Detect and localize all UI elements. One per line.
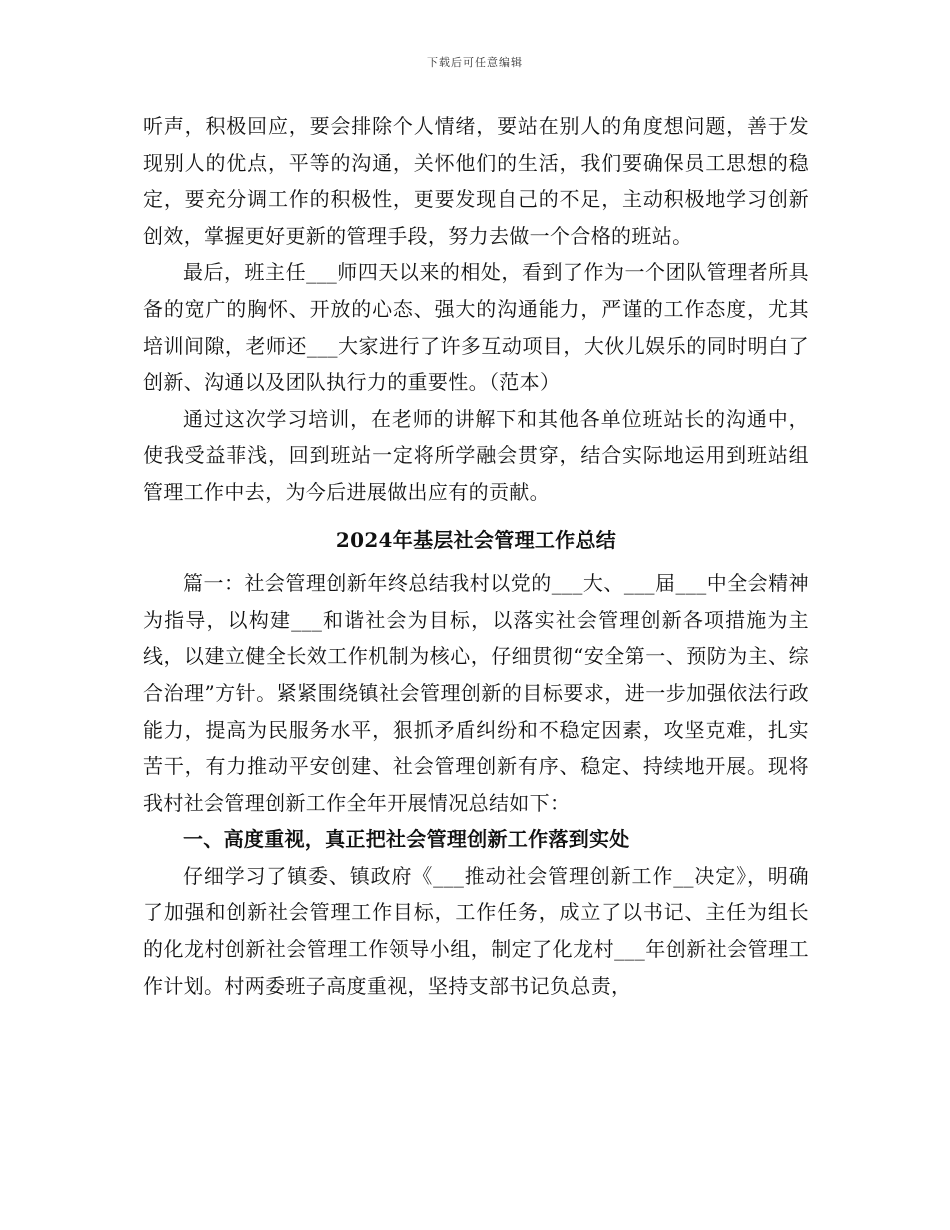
paragraph-continuation: 听声，积极回应，要会排除个人情绪，要站在别人的角度想问题，善于发现别人的优点，平等的沟通，关怀他们的生活，我们要确保员工思想的稳定，要充分调工作的积极性，更要发现自己的不足，主动积极地学习创新创效，掌握更好更新的管理手段，努力去做一个合格的班站。 [143,114,809,248]
page-header: 下载后可任意编辑 [427,56,523,69]
document-body [143,108,809,1004]
paragraph-section-1: 仔细学习了镇委、镇政府《___推动社会管理创新工作__决定》，明确了加强和创新社会管理工作目标，工作任务，成立了以书记、主任为组长的化龙村创新社会管理工作领导小组，制定了化龙村___年创新社会管理工作计划。村两委班子高度重视，坚持支部书记负总责， [143,863,809,998]
paragraph-instructor: 最后，班主任___师四天以来的相处，看到了作为一个团队管理者所具备的宽广的胸怀、开放的心态、强大的沟通能力，严谨的工作态度，尤其培训间隙，老师还___大家进行了许多互动项目，大伙儿娱乐的同时明白了创新、沟通以及团队执行力的重要性。（范本） [143,260,809,395]
document-title: 2024年基层社会管理工作总结 [335,527,617,552]
paragraph-conclusion: 通过这次学习培训，在老师的讲解下和其他各单位班站长的沟通中，使我受益菲浅，回到班站一定将所学融会贯穿，结合实际地运用到班站组管理工作中去，为今后进展做出应有的贡献。 [143,406,809,504]
section-heading-1: 一、高度重视，真正把社会管理创新工作落到实处 [183,827,630,852]
paragraph-chapter-one: 篇一：社会管理创新年终总结我村以党的___大、___届___中全会精神为指导，以构建___和谐社会为目标，以落实社会管理创新各项措施为主线，以建立健全长效工作机制为核心，仔细贯彻“安全第一、预防为主、综合治理”方针。紧紧围绕镇社会管理创新的目标要求，进一步加强依法行政能力，提高为民服务水平，狠抓矛盾纠纷和不稳定因素，攻坚克难，扎实苦干，有力推动平安创建、社会管理创新有序、稳定、持续地开展。现将我村社会管理创新工作全年开展情况总结如下： [143,571,809,815]
